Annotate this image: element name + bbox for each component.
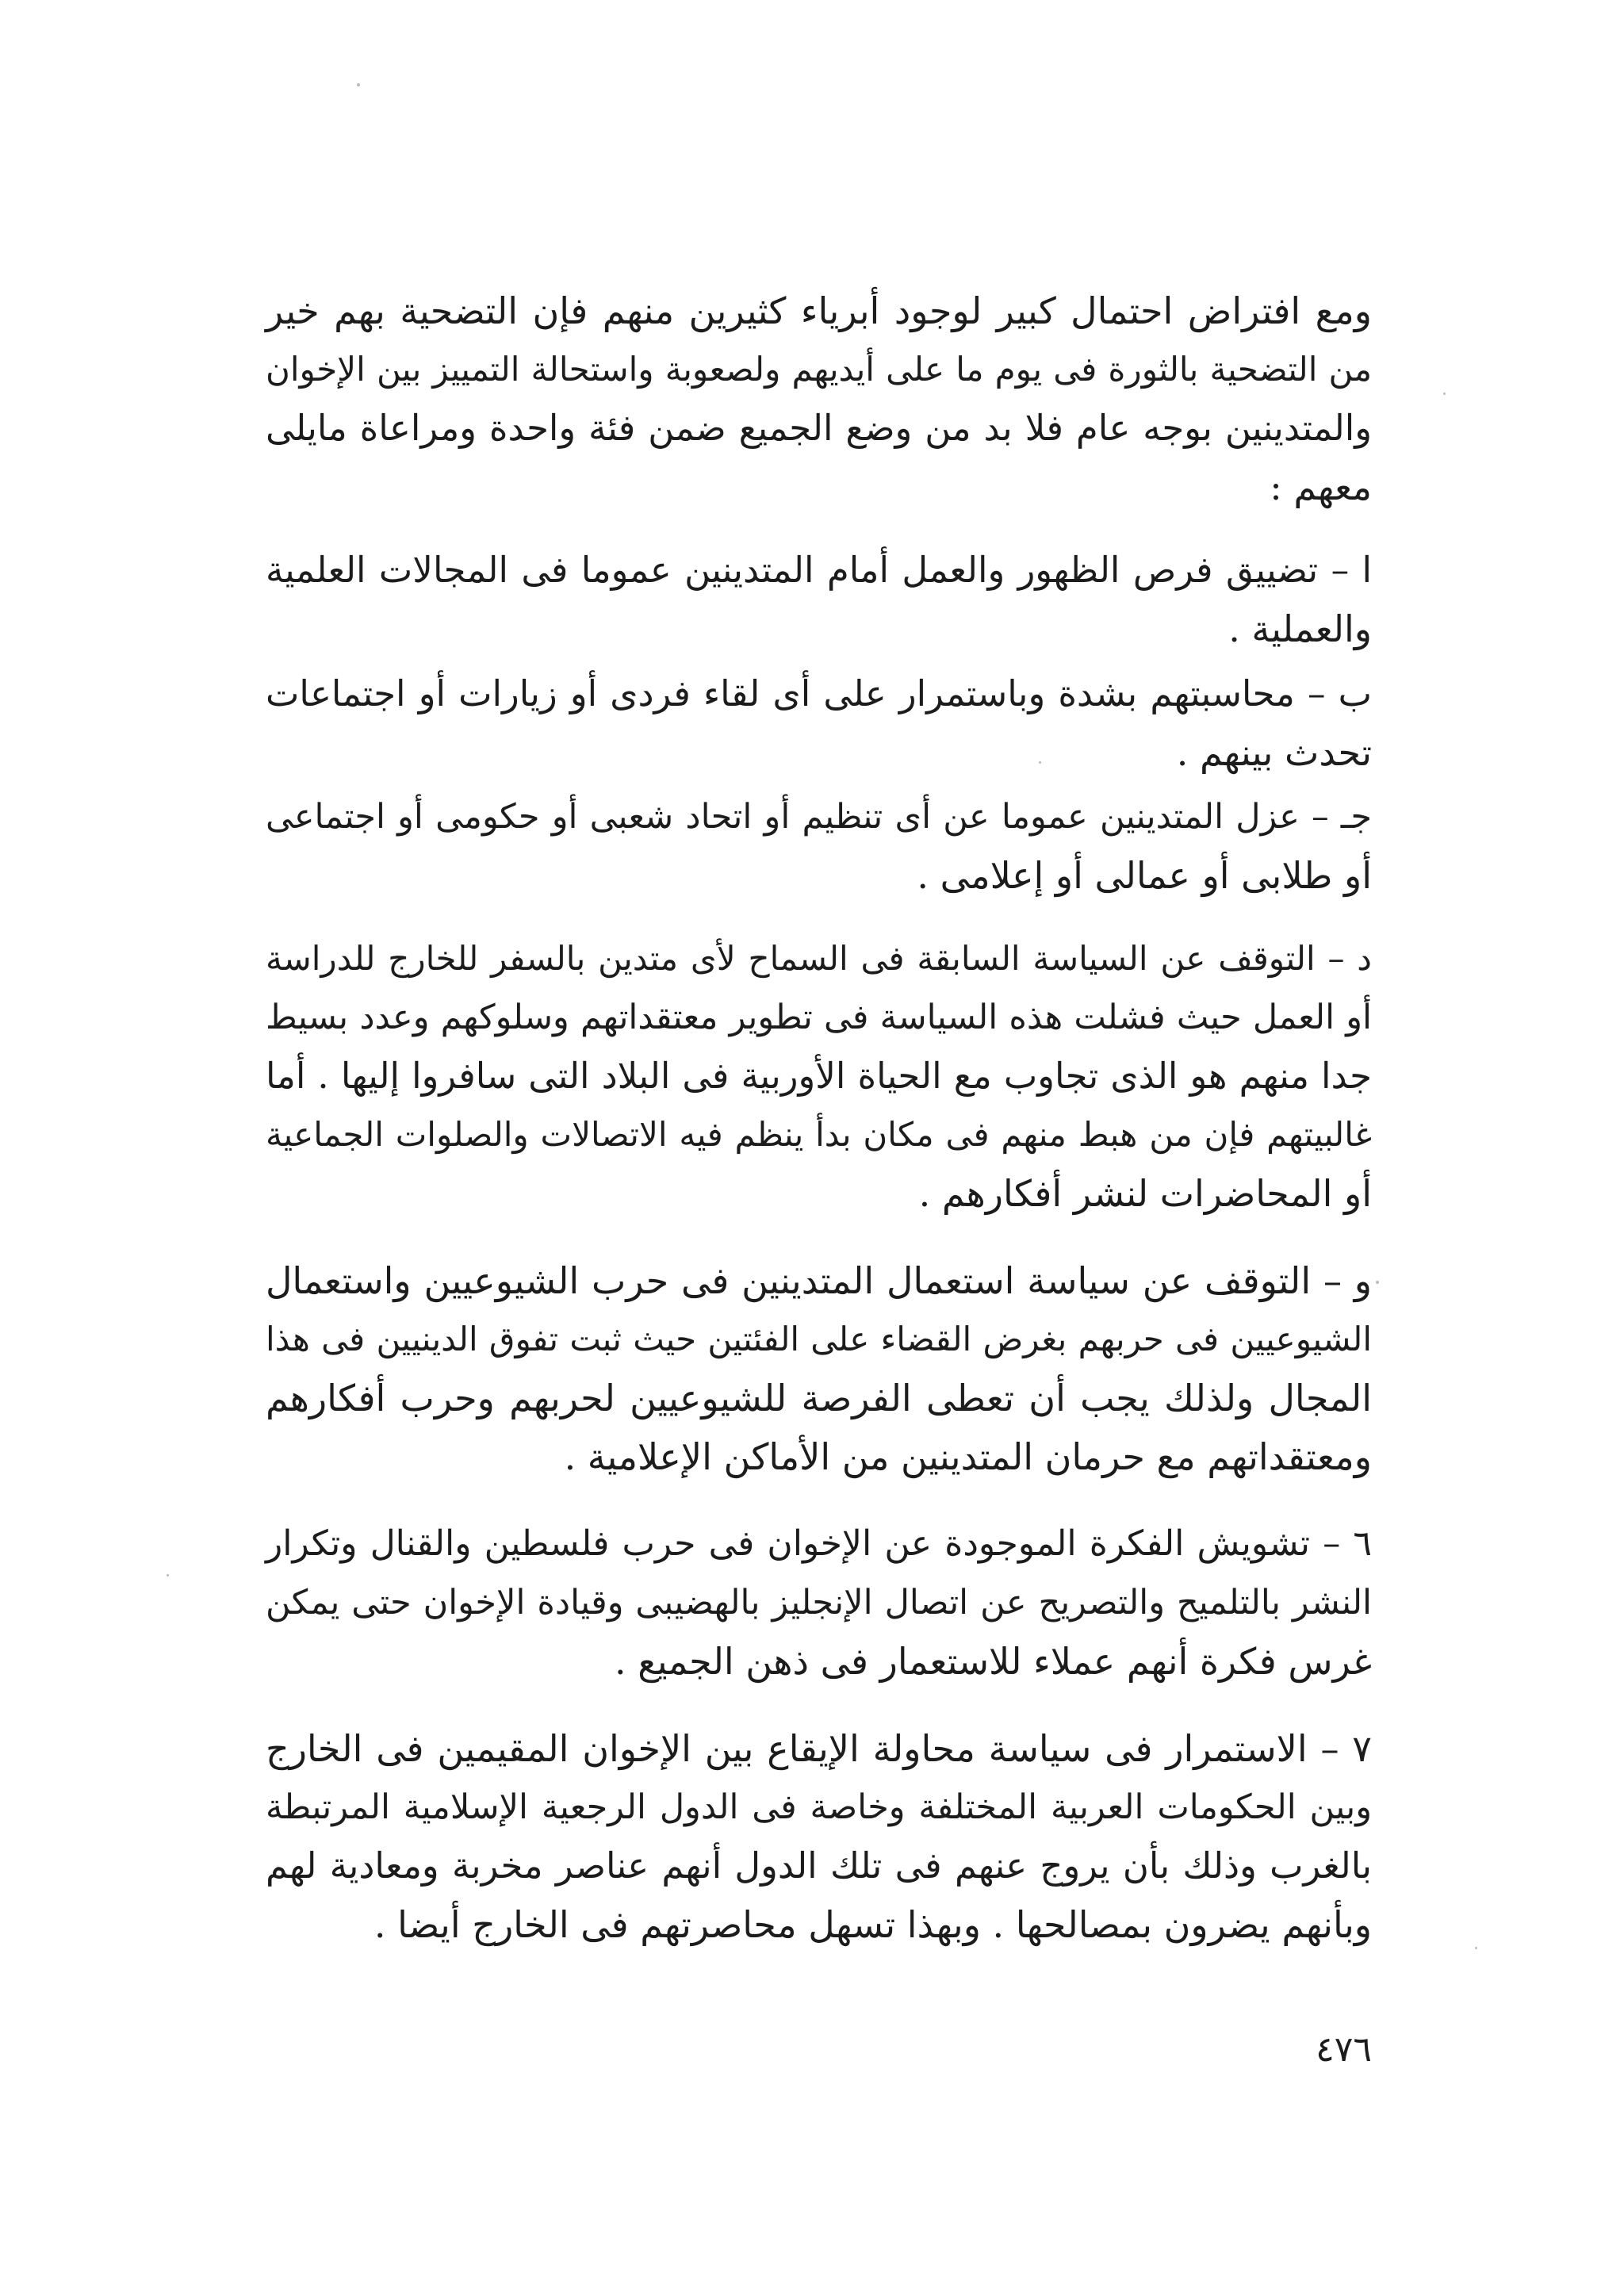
paragraph-item-waw bbox=[266, 1251, 1372, 1486]
text-line: ٧ – الاستمرار فى سياسة محاولة الإيقاع بين الإخوان المقيمين فى الخارج bbox=[266, 1727, 1372, 1770]
text-line: النشر بالتلميح والتصريح عن اتصال الإنجليز بالهضيبى وقيادة الإخوان حتى يمكن bbox=[266, 1583, 1372, 1622]
text-line: الشيوعيين فى حربهم بغرض القضاء على الفئتين حيث ثبت تفوق الدينيين فى هذا bbox=[266, 1320, 1372, 1358]
scan-speck bbox=[357, 83, 360, 86]
text-line: بالغرب وذلك بأن يروج عنهم فى تلك الدول أنهم عناصر مخربة ومعادية لهم bbox=[266, 1845, 1372, 1887]
text-line: والعملية . bbox=[1228, 607, 1372, 650]
paragraph-item-alef bbox=[266, 541, 1372, 658]
paragraph-item-7 bbox=[266, 1719, 1372, 1954]
scan-speck bbox=[1376, 1281, 1379, 1284]
text-line: ب – محاسبتهم بشدة وباستمرار على أى لقاء فردى أو زيارات أو اجتماعات bbox=[266, 672, 1372, 715]
text-line: المجال ولذلك يجب أن تعطى الفرصة للشيوعيين لحربهم وحرب أفكارهم bbox=[266, 1377, 1372, 1419]
text-line: جدا منهم هو الذى تجاوب مع الحياة الأوربية فى البلاد التى سافروا إليها . أما bbox=[266, 1055, 1372, 1097]
page-number: ٤٧٦ bbox=[1316, 2029, 1372, 2070]
scan-speck bbox=[1443, 393, 1446, 395]
paragraph-item-jim bbox=[266, 787, 1372, 905]
text-line: وبين الحكومات العربية المختلفة وخاصة فى الدول الرجعية الإسلامية المرتبطة bbox=[266, 1787, 1372, 1827]
text-line: ا – تضييق فرص الظهور والعمل أمام المتدينين عموما فى المجالات العلمية bbox=[266, 549, 1372, 591]
text-line: معهم : bbox=[1270, 465, 1372, 508]
text-line: غرس فكرة أنهم عملاء للاستعمار فى ذهن الجميع . bbox=[614, 1640, 1372, 1683]
scan-speck bbox=[167, 1574, 169, 1576]
paragraph-intro bbox=[266, 282, 1372, 516]
text-line: أو العمل حيث فشلت هذه السياسة فى تطوير معتقداتهم وسلوكهم وعدد بسيط bbox=[266, 998, 1372, 1037]
text-line: ٦ – تشويش الفكرة الموجودة عن الإخوان فى حرب فلسطين والقنال وتكرار bbox=[266, 1523, 1372, 1564]
text-line: د – التوقف عن السياسة السابقة فى السماح لأى متدين بالسفر للخارج للدراسة bbox=[266, 939, 1372, 978]
text-line: والمتدينين بوجه عام فلا بد من وضع الجميع ضمن فئة واحدة ومراعاة مايلى bbox=[266, 407, 1372, 449]
text-line: ومع افتراض احتمال كبير لوجود أبرياء كثيرين منهم فإن التضحية بهم خير bbox=[266, 289, 1372, 332]
paragraph-item-ba bbox=[266, 665, 1372, 782]
scan-speck bbox=[1475, 1947, 1477, 1949]
text-line: أو طلابى أو عمالى أو إعلامى . bbox=[917, 854, 1372, 897]
text-line: غالبيتهم فإن من هبط منهم فى مكان بدأ ينظم فيه الاتصالات والصلوات الجماعية bbox=[266, 1115, 1372, 1154]
text-line: ومعتقداتهم مع حرمان المتدينين من الأماكن الإعلامية . bbox=[564, 1435, 1372, 1478]
text-line: تحدث بينهم . bbox=[1176, 731, 1372, 774]
text-line: جـ – عزل المتدينين عموما عن أى تنظيم أو اتحاد شعبى أو حكومى أو اجتماعى bbox=[266, 797, 1372, 837]
text-line: أو المحاضرات لنشر أفكارهم . bbox=[918, 1172, 1372, 1215]
paragraph-item-dal bbox=[266, 929, 1372, 1223]
text-line: و – التوقف عن سياسة استعمال المتدينين فى حرب الشيوعيين واستعمال bbox=[266, 1259, 1372, 1302]
paragraph-item-6 bbox=[266, 1515, 1372, 1691]
text-line: وبأنهم يضرون بمصالحها . وبهذا تسهل محاصرتهم فى الخارج أيضا . bbox=[373, 1903, 1372, 1946]
text-line: من التضحية بالثورة فى يوم ما على أيديهم ولصعوبة واستحالة التمييز بين الإخوان bbox=[266, 350, 1372, 389]
